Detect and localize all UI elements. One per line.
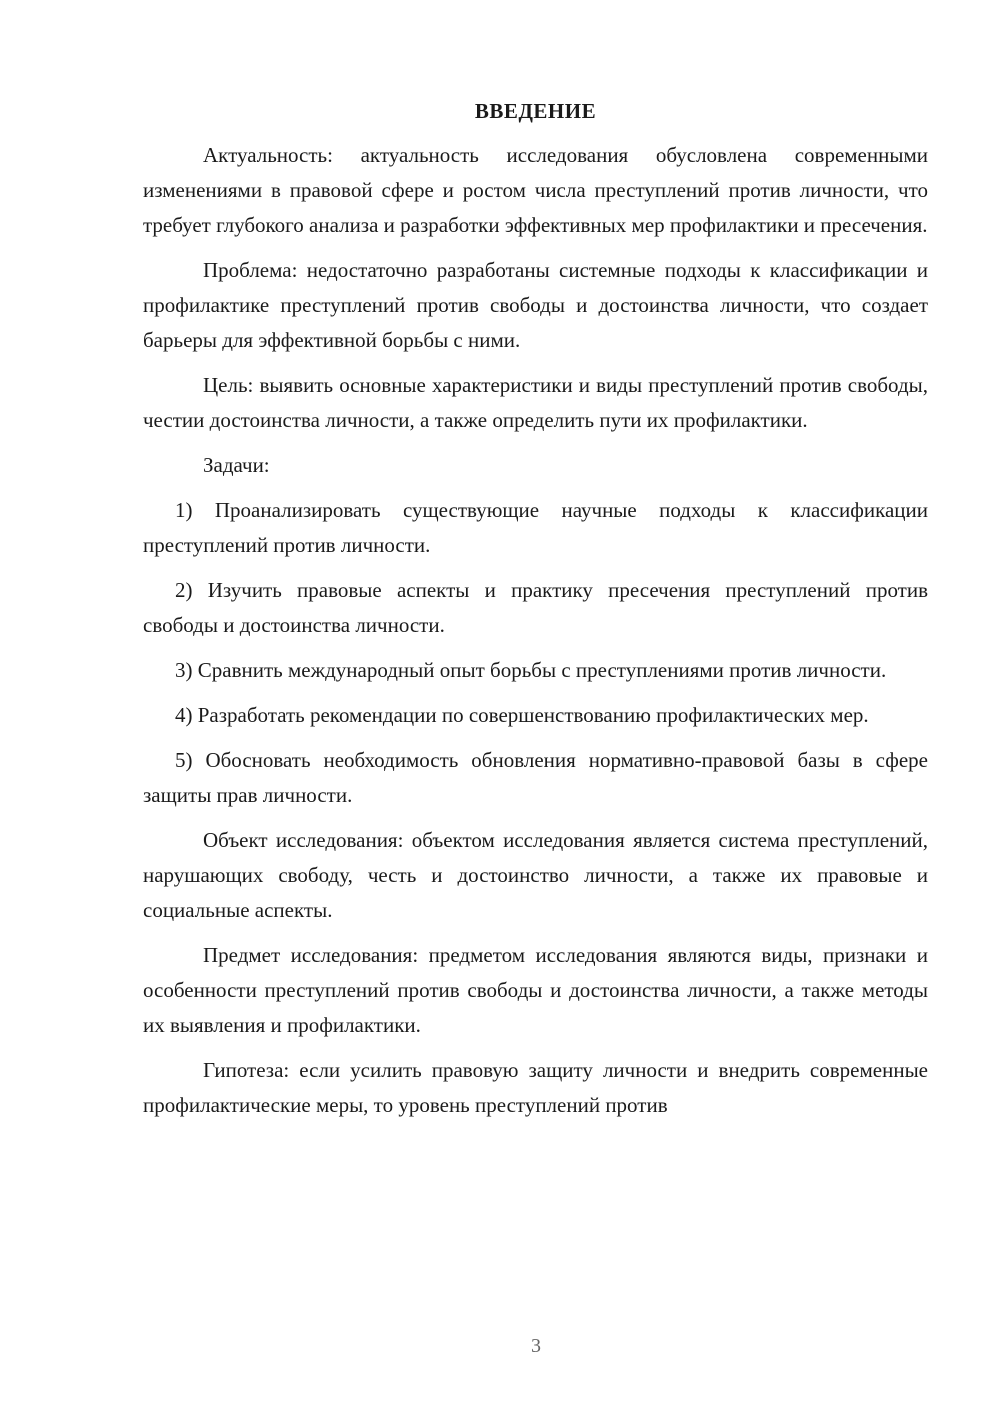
- task-item-5: 5) Обосновать необходимость обновления нормативно-правовой базы в сфере защиты прав личности.: [143, 748, 928, 807]
- page-number: 3: [531, 1335, 541, 1357]
- paragraph-hypothesis: Гипотеза: если усилить правовую защиту личности и внедрить современные профилактические меры, то уровень преступлений против: [143, 1058, 928, 1117]
- paragraph-goal: Цель: выявить основные характеристики и виды преступлений против свободы, честии достоинства личности, а также определить пути их профилактики.: [143, 373, 928, 432]
- document-page: [143, 96, 928, 1123]
- paragraph-tasks-label: Задачи:: [203, 453, 270, 477]
- section-heading: ВВЕДЕНИЕ: [474, 99, 597, 123]
- task-item-4: 4) Разработать рекомендации по совершенствованию профилактических мер.: [175, 703, 869, 727]
- paragraph-subject: Предмет исследования: предметом исследования являются виды, признаки и особенности преступлений против свободы и достоинства личности, а также методы их выявления и профилактики.: [143, 943, 928, 1037]
- task-item-2: 2) Изучить правовые аспекты и практику пресечения преступлений против свободы и достоинства личности.: [143, 578, 928, 637]
- paragraph-problem: Проблема: недостаточно разработаны системные подходы к классификации и профилактике преступлений против свободы и достоинства личности, что создает барьеры для эффективной борьбы с ними.: [143, 258, 928, 352]
- paragraph-relevance: Актуальность: актуальность исследования обусловлена современными изменениями в правовой сфере и ростом числа преступлений против личности, что требует глубокого анализа и разработки эффективных мер профилактики и пресечения.: [143, 143, 928, 237]
- paragraph-object: Объект исследования: объектом исследования является система преступлений, нарушающих свободу, честь и достоинство личности, а также их правовые и социальные аспекты.: [143, 828, 928, 922]
- task-item-1: 1) Проанализировать существующие научные подходы к классификации преступлений против личности.: [143, 498, 928, 557]
- task-item-3: 3) Сравнить международный опыт борьбы с преступлениями против личности.: [175, 658, 887, 682]
